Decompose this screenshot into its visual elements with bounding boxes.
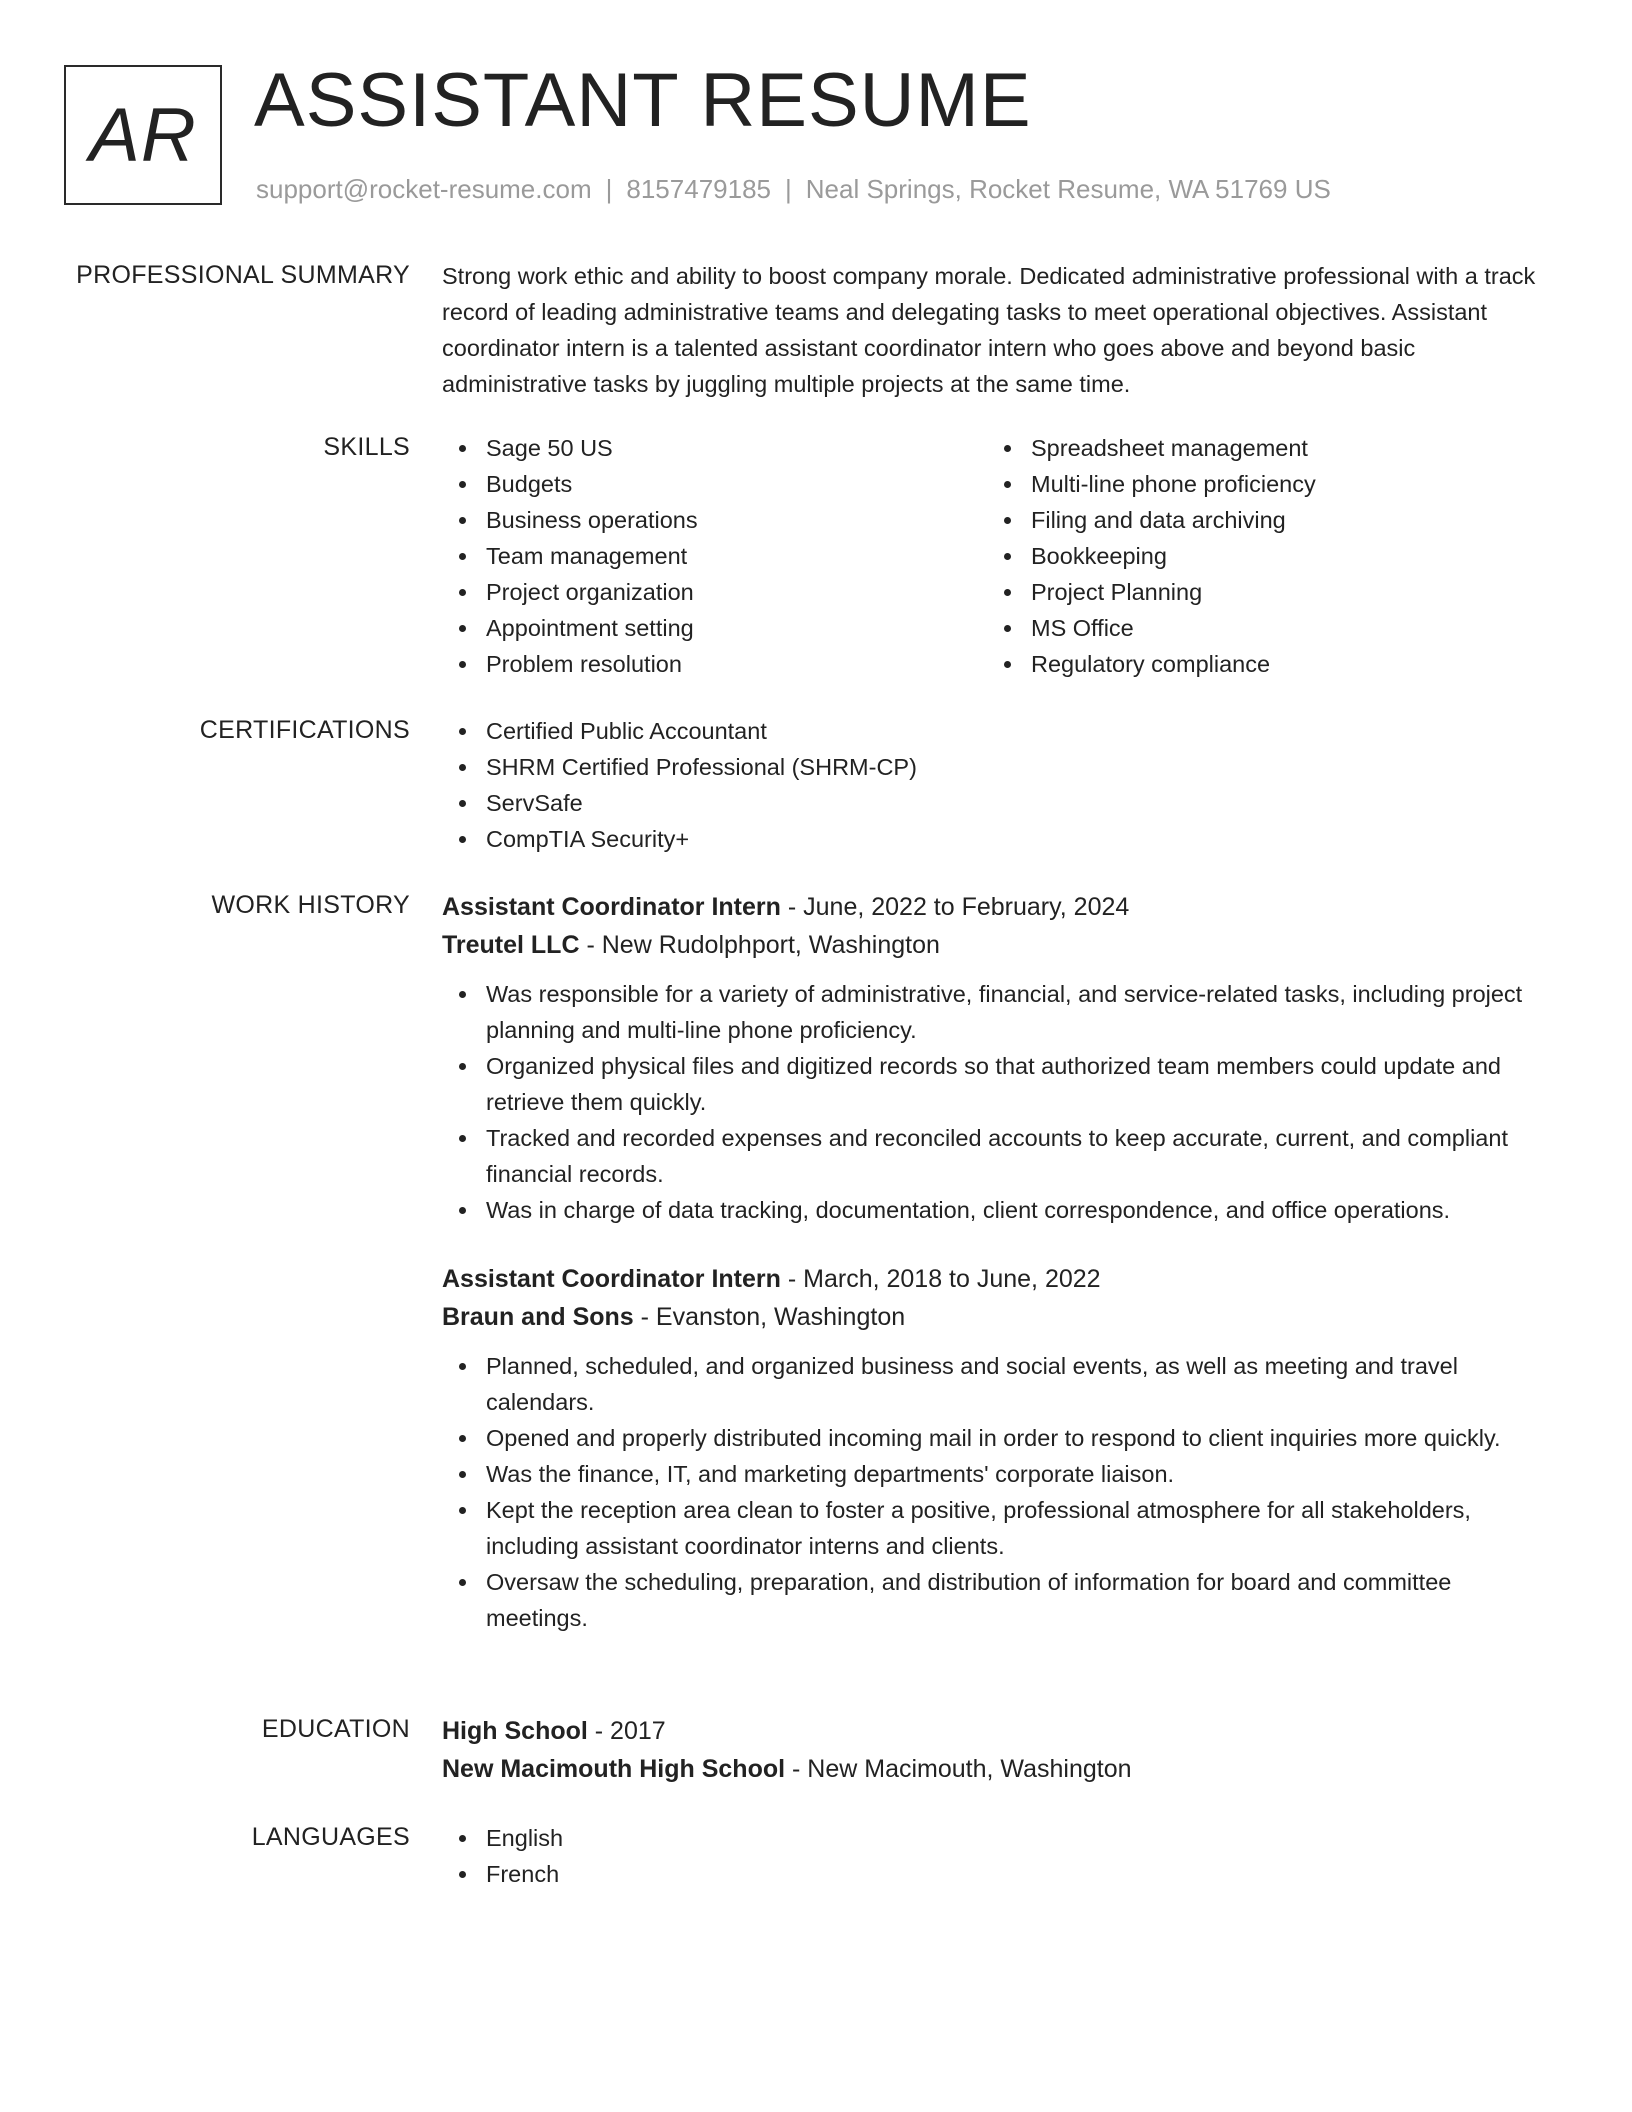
job-bullet: Was the finance, IT, and marketing departments' corporate liaison. [442, 1456, 1552, 1492]
skill-item: MS Office [987, 610, 1532, 646]
section-heading: SKILLS [323, 433, 410, 461]
job-title: Assistant Coordinator Intern [442, 1265, 781, 1293]
skill-item: Business operations [442, 502, 987, 538]
job-location: - New Rudolphport, Washington [579, 931, 940, 959]
section-heading: CERTIFICATIONS [199, 716, 410, 744]
education-location: - New Macimouth, Washington [785, 1755, 1132, 1783]
certification-item: ServSafe [442, 785, 1552, 821]
section-heading: EDUCATION [261, 1715, 410, 1743]
section-heading: LANGUAGES [251, 1823, 410, 1851]
education-school: New Macimouth High School [442, 1755, 786, 1783]
skill-item: Sage 50 US [442, 430, 987, 466]
skill-item: Project organization [442, 574, 987, 610]
job-bullet: Was in charge of data tracking, documentation, client correspondence, and office operations. [442, 1192, 1552, 1228]
contact-address: Neal Springs, Rocket Resume, WA 51769 US [805, 174, 1331, 204]
contact-line [256, 172, 1331, 206]
certifications-list [442, 713, 1552, 857]
languages-list [442, 1820, 1552, 1892]
job-company-line [442, 926, 1552, 964]
skill-item: Regulatory compliance [987, 646, 1532, 682]
certification-item: SHRM Certified Professional (SHRM-CP) [442, 749, 1552, 785]
job-bullet: Planned, scheduled, and organized business and social events, as well as meeting and travel calendars. [442, 1348, 1552, 1420]
skill-item: Multi-line phone proficiency [987, 466, 1532, 502]
skill-item: Appointment setting [442, 610, 987, 646]
job-title-line [442, 888, 1552, 926]
section-heading: PROFESSIONAL SUMMARY [76, 261, 410, 289]
education-degree-line [442, 1712, 1552, 1750]
monogram-initials: AR [89, 92, 197, 178]
job-bullet: Organized physical files and digitized records so that authorized team members could update and retrieve them quickly. [442, 1048, 1552, 1120]
job-bullet: Was responsible for a variety of administrative, financial, and service-related tasks, including project planning and multi-line phone proficiency. [442, 976, 1552, 1048]
education-degree: High School [442, 1717, 588, 1745]
skills-list-right [987, 430, 1532, 682]
certification-item: Certified Public Accountant [442, 713, 1552, 749]
skills-list-left [442, 430, 987, 682]
languages-body [442, 1820, 1552, 1892]
contact-separator: | [785, 174, 792, 204]
job-dates: - March, 2018 to June, 2022 [780, 1265, 1101, 1293]
job-bullet: Opened and properly distributed incoming mail in order to respond to client inquiries more quickly. [442, 1420, 1552, 1456]
job-bullet-list [442, 976, 1552, 1228]
job-company: Treutel LLC [442, 931, 580, 959]
certification-item: CompTIA Security+ [442, 821, 1552, 857]
job-bullet: Tracked and recorded expenses and reconciled accounts to keep accurate, current, and compliant financial records. [442, 1120, 1552, 1192]
skills-body [442, 430, 1552, 682]
job-bullet-list [442, 1348, 1552, 1636]
contact-separator: | [605, 174, 613, 204]
job-bullet: Oversaw the scheduling, preparation, and distribution of information for board and committee meetings. [442, 1564, 1552, 1636]
skill-item: Project Planning [987, 574, 1532, 610]
work-history-body [442, 888, 1552, 1636]
language-item: English [442, 1820, 1552, 1856]
skill-item: Budgets [442, 466, 987, 502]
section-heading: WORK HISTORY [211, 891, 410, 919]
skill-item: Bookkeeping [987, 538, 1532, 574]
skill-item: Problem resolution [442, 646, 987, 682]
job-company: Braun and Sons [442, 1303, 634, 1331]
job-title-line [442, 1260, 1552, 1298]
job-entry [442, 1260, 1552, 1636]
job-dates: - June, 2022 to February, 2024 [780, 893, 1130, 921]
job-bullet: Kept the reception area clean to foster a positive, professional atmosphere for all stakeholders, including assistant coordinator interns and clients. [442, 1492, 1552, 1564]
summary-text: Strong work ethic and ability to boost company morale. Dedicated administrative professional with a track record of leading administrative teams and delegating tasks to meet operational objectives. Assistant coordinator intern is a talented assistant coordinator intern who goes above and beyond basic administrative tasks by juggling multiple projects at the same time. [442, 263, 1536, 397]
contact-email: support@rocket-resume.com [256, 174, 592, 204]
monogram-badge [64, 65, 222, 205]
job-title: Assistant Coordinator Intern [442, 893, 781, 921]
education-school-line [442, 1750, 1552, 1788]
certifications-body [442, 713, 1552, 857]
language-item: French [442, 1856, 1552, 1892]
summary-body [442, 258, 1552, 402]
education-year: - 2017 [587, 1717, 666, 1745]
skill-item: Spreadsheet management [987, 430, 1532, 466]
skill-item: Filing and data archiving [987, 502, 1532, 538]
education-body [442, 1712, 1552, 1788]
job-entry [442, 888, 1552, 1228]
contact-phone: 8157479185 [626, 174, 771, 204]
resume-title: ASSISTANT RESUME [254, 58, 1032, 143]
skill-item: Team management [442, 538, 987, 574]
job-company-line [442, 1298, 1552, 1336]
job-location: - Evanston, Washington [633, 1303, 906, 1331]
